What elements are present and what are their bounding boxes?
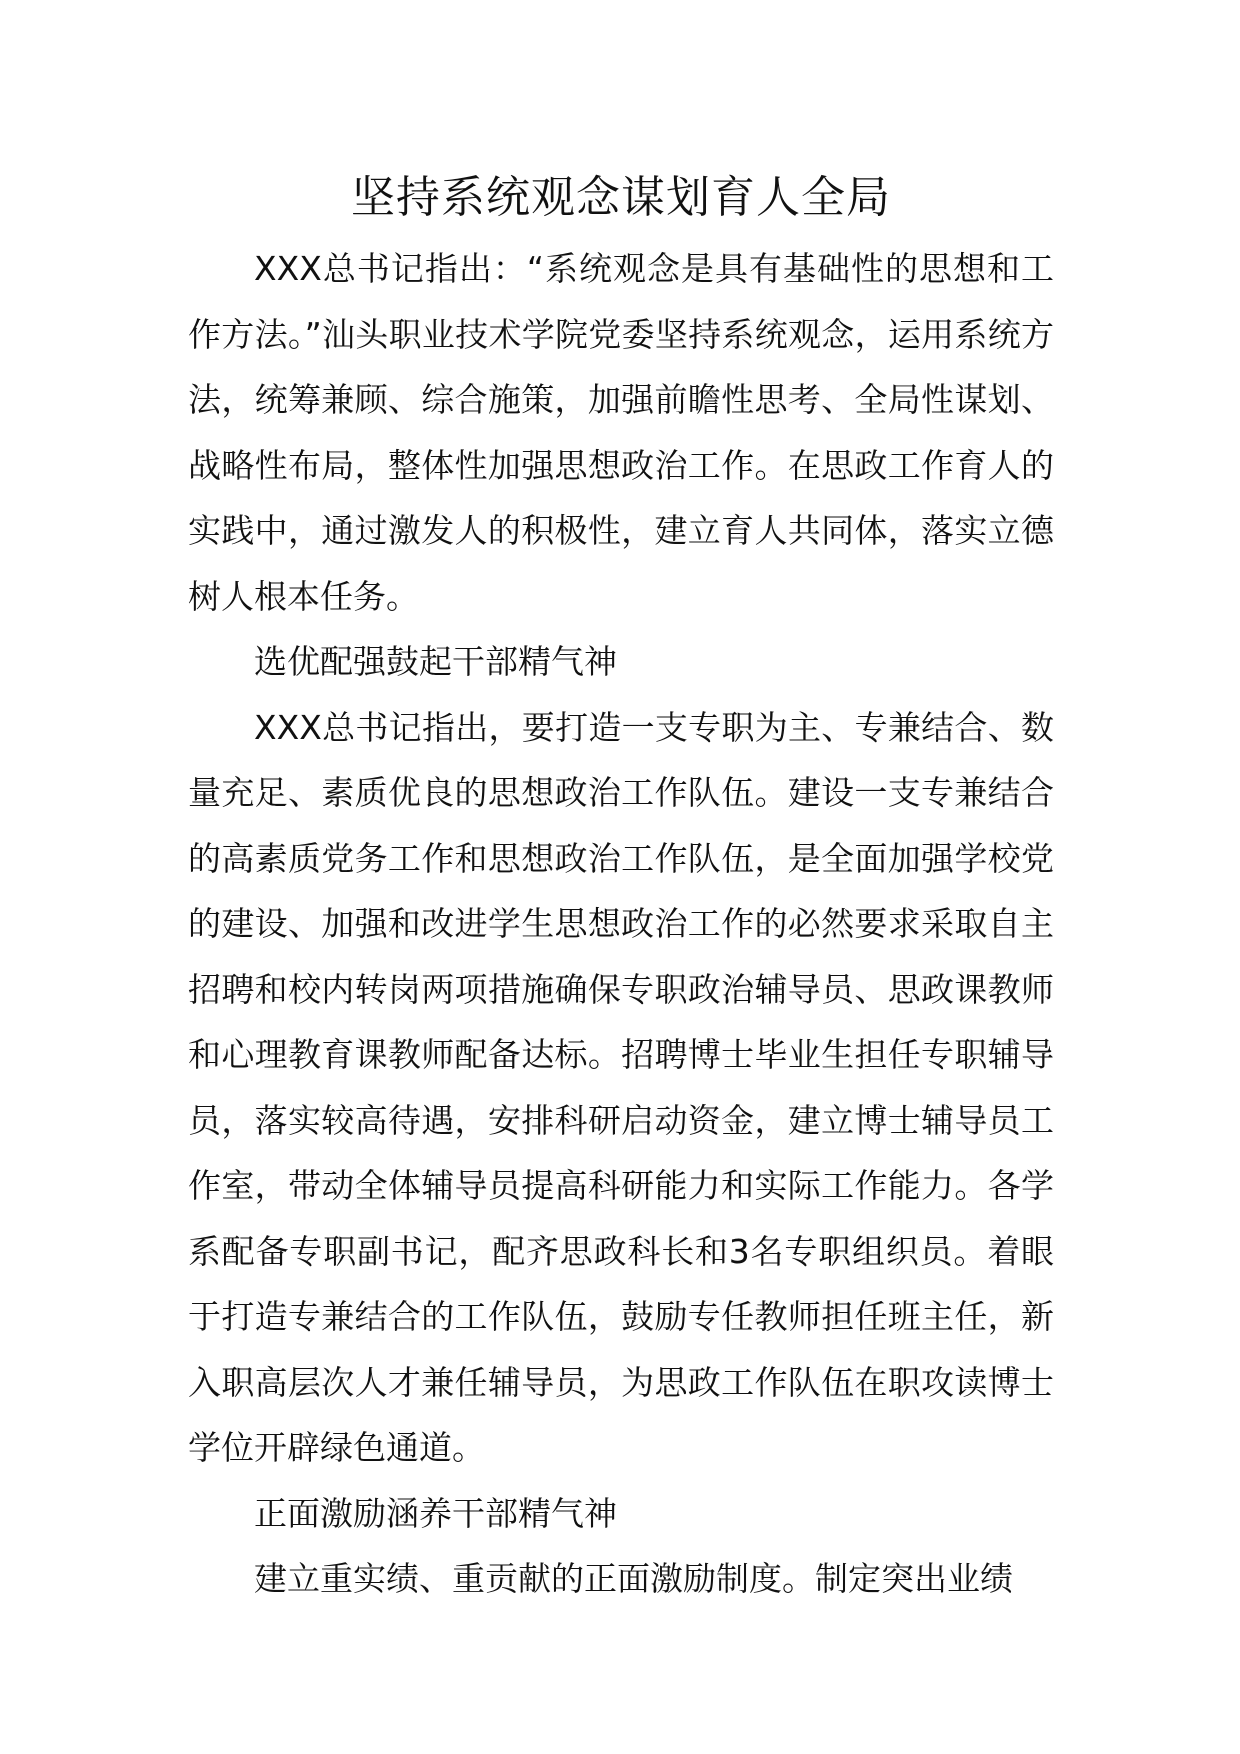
document-title: 坚持系统观念谋划育人全局 xyxy=(351,172,891,223)
intro-paragraph: XXX总书记指出：“系统观念是具有基础性的思想和工作方法。”汕头职业技术学院党委坚持系统观念，运用系统方法，统筹兼顾、综合施策，加强前瞻性思考、全局性谋划、战略性布局，整体性加强思想政治工作。在思政工作育人的实践中，通过激发人的积极性，建立育人共同体，落实立德树人根本任务。 xyxy=(188,249,1054,616)
document-body xyxy=(188,160,1054,1612)
section-heading-2: 正面激励涵养干部精气神 xyxy=(254,1493,617,1533)
section-heading-1: 选优配强鼓起干部精气神 xyxy=(254,642,617,681)
section-1-paragraph: XXX总书记指出，要打造一支专职为主、专兼结合、数量充足、素质优良的思想政治工作队伍。建设一支专兼结合的高素质党务工作和思想政治工作队伍，是全面加强学校党的建设、加强和改进学生思想政治工作的必然要求采取自主招聘和校内转岗两项措施确保专职政治辅导员、思政课教师和心理教育课教师配备达标。招聘博士毕业生担任专职辅导员，落实较高待遇，安排科研启动资金，建立博士辅导员工作室，带动全体辅导员提高科研能力和实际工作能力。各学系配备专职副书记，配齐思政科长和3名专职组织员。着眼于打造专兼结合的工作队伍，鼓励专任教师担任班主任，新入职高层次人才兼任辅导员，为思政工作队伍在职攻读博士学位开辟绿色通道。 xyxy=(188,707,1054,1467)
section-2-paragraph: 建立重实绩、重贡献的正面激励制度。制定突出业绩 xyxy=(254,1559,1013,1598)
